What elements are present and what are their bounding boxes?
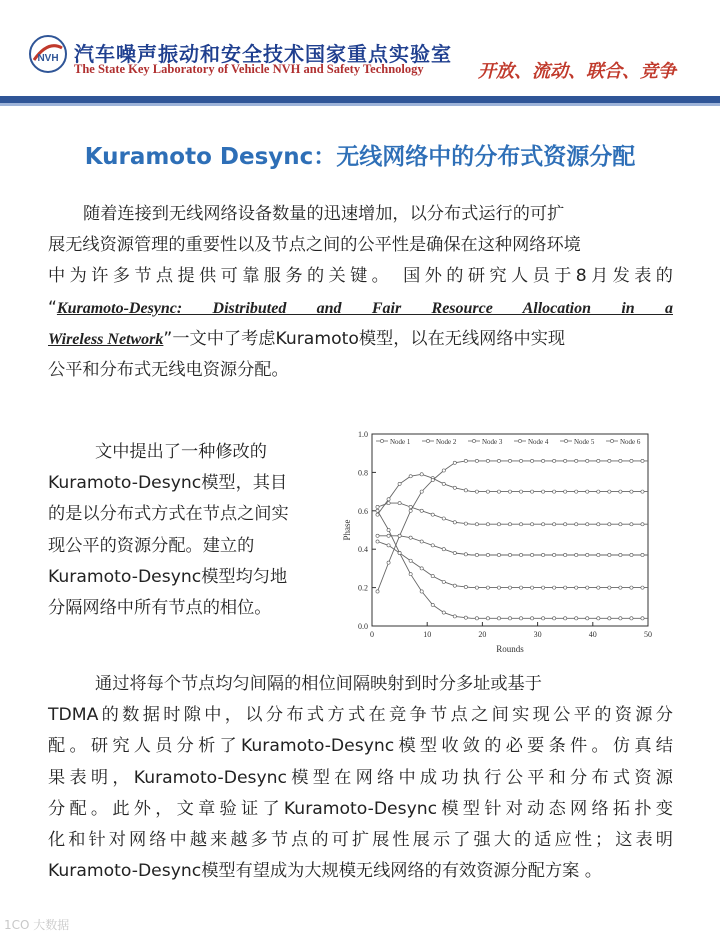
data-point xyxy=(420,473,423,476)
data-point xyxy=(575,553,578,556)
data-point xyxy=(575,459,578,462)
x-tick-label: 40 xyxy=(588,630,597,639)
y-tick-label: 1.0 xyxy=(358,430,368,439)
data-point xyxy=(519,459,522,462)
data-point xyxy=(586,490,589,493)
data-point xyxy=(420,540,423,543)
data-point xyxy=(630,586,633,589)
data-point xyxy=(475,523,478,526)
org-name-english: The State Key Laboratory of Vehicle NVH and Safety Technology xyxy=(74,62,424,76)
paper-title-reference[interactable]: Kuramoto-Desync: Distributed and Fair Resource Allocation in a xyxy=(56,299,673,317)
data-point xyxy=(376,590,379,593)
text-fragment: 一文中了考虑Kuramoto模型，以在无线网络中实现 xyxy=(172,328,566,349)
legend-label: Node 6 xyxy=(620,438,641,446)
data-point xyxy=(508,459,511,462)
data-point xyxy=(508,523,511,526)
data-point xyxy=(442,548,445,551)
data-point xyxy=(453,584,456,587)
x-tick-label: 10 xyxy=(423,630,432,639)
data-point xyxy=(376,509,379,512)
text-line: 配。研究人员分析了Kuramoto-Desync模型收敛的必要条件。仿真结 xyxy=(48,736,673,757)
data-point xyxy=(530,490,533,493)
paragraph-3 xyxy=(48,669,673,887)
data-point xyxy=(597,586,600,589)
data-point xyxy=(409,475,412,478)
data-point xyxy=(486,617,489,620)
data-point xyxy=(453,521,456,524)
legend-marker xyxy=(518,439,521,442)
data-point xyxy=(630,523,633,526)
text-line: Kuramoto-Desync模型，其目 xyxy=(48,473,288,494)
data-point xyxy=(553,586,556,589)
data-point xyxy=(431,478,434,481)
watermark: 1CO 大数据 xyxy=(4,918,70,932)
data-point xyxy=(464,489,467,492)
data-point xyxy=(608,523,611,526)
data-point xyxy=(542,586,545,589)
data-point xyxy=(398,482,401,485)
y-tick-label: 0.6 xyxy=(358,506,368,516)
svg-text:NVH: NVH xyxy=(37,53,59,64)
data-point xyxy=(553,553,556,556)
data-point xyxy=(497,490,500,493)
data-point xyxy=(619,490,622,493)
data-point xyxy=(398,551,401,554)
data-point xyxy=(486,490,489,493)
data-point xyxy=(586,553,589,556)
text-line: 中为许多节点提供可靠服务的关键。 国外的研究人员于8月发表的 xyxy=(48,266,673,287)
data-point xyxy=(597,490,600,493)
data-point xyxy=(420,590,423,593)
x-axis-label: Rounds xyxy=(496,644,524,654)
series-line-6 xyxy=(378,511,649,619)
data-point xyxy=(519,523,522,526)
text-line: 果表明，Kuramoto-Desync模型在网络中成功执行公平和分布式资源 xyxy=(48,767,673,788)
y-tick-label: 0.0 xyxy=(358,622,368,631)
text-line: 化和针对网络中越来越多节点的可扩展性展示了强大的适应性；这表明 xyxy=(48,830,673,851)
data-point xyxy=(575,586,578,589)
legend-label: Node 3 xyxy=(482,438,503,446)
data-point xyxy=(387,528,390,531)
data-point xyxy=(630,617,633,620)
data-point xyxy=(530,523,533,526)
data-point xyxy=(486,523,489,526)
data-point xyxy=(420,567,423,570)
data-point xyxy=(453,486,456,489)
data-point xyxy=(542,553,545,556)
data-point xyxy=(464,585,467,588)
data-point xyxy=(464,522,467,525)
data-point xyxy=(409,573,412,576)
data-point xyxy=(641,490,644,493)
data-point xyxy=(542,523,545,526)
data-point xyxy=(608,459,611,462)
data-point xyxy=(387,498,390,501)
text-line: 分隔网络中所有节点的相位。 xyxy=(48,598,272,619)
data-point xyxy=(564,586,567,589)
header xyxy=(0,0,720,96)
data-point xyxy=(553,490,556,493)
data-point xyxy=(608,490,611,493)
data-point xyxy=(586,459,589,462)
text-line: 公平和分布式无线电资源分配。 xyxy=(48,360,289,381)
data-point xyxy=(641,523,644,526)
x-tick-label: 50 xyxy=(644,630,652,639)
legend-marker xyxy=(380,439,383,442)
data-point xyxy=(519,490,522,493)
data-point xyxy=(497,459,500,462)
page-title: Kuramoto Desync：无线网络中的分布式资源分配 xyxy=(84,144,636,170)
data-point xyxy=(387,561,390,564)
data-point xyxy=(575,523,578,526)
data-point xyxy=(453,615,456,618)
data-point xyxy=(508,490,511,493)
data-point xyxy=(608,617,611,620)
data-point xyxy=(475,617,478,620)
legend-label: Node 2 xyxy=(436,438,457,446)
data-point xyxy=(442,482,445,485)
data-point xyxy=(431,544,434,547)
data-point xyxy=(564,459,567,462)
data-point xyxy=(608,553,611,556)
data-point xyxy=(619,617,622,620)
data-point xyxy=(630,490,633,493)
quote-close: ” xyxy=(163,328,173,349)
paragraph-1 xyxy=(48,199,673,386)
data-point xyxy=(619,553,622,556)
data-point xyxy=(376,534,379,537)
data-point xyxy=(409,505,412,508)
text-line: 的是以分布式方式在节点之间实 xyxy=(48,504,289,525)
data-point xyxy=(575,490,578,493)
series-line-1 xyxy=(378,474,649,514)
legend-label: Node 5 xyxy=(574,438,595,446)
data-point xyxy=(553,617,556,620)
data-point xyxy=(630,459,633,462)
lab-logo-icon xyxy=(28,34,68,74)
text-line: Kuramoto-Desync模型均匀地 xyxy=(48,566,288,587)
data-point xyxy=(597,617,600,620)
data-point xyxy=(586,617,589,620)
data-point xyxy=(619,459,622,462)
data-point xyxy=(431,574,434,577)
data-point xyxy=(475,490,478,493)
data-point xyxy=(508,586,511,589)
y-tick-label: 0.4 xyxy=(358,545,368,555)
phase-chart xyxy=(336,422,666,662)
data-point xyxy=(519,617,522,620)
data-point xyxy=(641,586,644,589)
header-divider xyxy=(0,96,720,103)
data-point xyxy=(475,553,478,556)
data-point xyxy=(442,469,445,472)
data-point xyxy=(641,553,644,556)
data-point xyxy=(530,586,533,589)
data-point xyxy=(409,509,412,512)
data-point xyxy=(586,586,589,589)
legend-marker xyxy=(610,439,613,442)
header-divider-light xyxy=(0,103,720,106)
plot-frame xyxy=(372,434,648,626)
data-point xyxy=(597,459,600,462)
data-point xyxy=(475,459,478,462)
text-line xyxy=(48,324,673,355)
data-point xyxy=(387,544,390,547)
data-point xyxy=(497,586,500,589)
quote-open: “ xyxy=(48,297,57,318)
data-point xyxy=(442,517,445,520)
data-point xyxy=(530,459,533,462)
text-line: TDMA的数据时隙中，以分布式方式在竞争节点之间实现公平的资源分 xyxy=(48,705,673,726)
data-point xyxy=(464,553,467,556)
x-tick-label: 20 xyxy=(478,630,487,639)
text-line: 文中提出了一种修改的 xyxy=(95,442,267,462)
data-point xyxy=(431,603,434,606)
data-point xyxy=(409,559,412,562)
data-point xyxy=(641,459,644,462)
y-tick-label: 0.8 xyxy=(358,468,368,478)
data-point xyxy=(597,553,600,556)
data-point xyxy=(486,586,489,589)
data-point xyxy=(508,617,511,620)
data-point xyxy=(619,523,622,526)
legend-marker xyxy=(564,439,567,442)
data-point xyxy=(431,513,434,516)
data-point xyxy=(398,534,401,537)
data-point xyxy=(442,611,445,614)
data-point xyxy=(542,490,545,493)
data-point xyxy=(453,551,456,554)
data-point xyxy=(542,459,545,462)
x-tick-label: 30 xyxy=(533,630,542,639)
data-point xyxy=(442,580,445,583)
data-point xyxy=(387,502,390,505)
data-point xyxy=(553,523,556,526)
data-point xyxy=(586,523,589,526)
x-tick-label: 0 xyxy=(370,630,374,639)
data-point xyxy=(464,459,467,462)
data-point xyxy=(497,523,500,526)
text-line: 分配。此外，文章验证了Kuramoto-Desync模型针对动态网络拓扑变 xyxy=(48,798,673,819)
text-line: 随着连接到无线网络设备数量的迅速增加，以分布式运行的可扩 xyxy=(83,204,565,224)
text-line: Kuramoto-Desync模型有望成为大规模无线网络的有效资源分配方案 。 xyxy=(48,861,602,882)
data-point xyxy=(553,459,556,462)
data-point xyxy=(464,616,467,619)
data-point xyxy=(420,509,423,512)
paper-title-reference-cont[interactable]: Wireless Network xyxy=(48,330,164,348)
org-name-chinese: 汽车噪声振动和安全技术国家重点实验室 xyxy=(74,42,452,66)
data-point xyxy=(564,617,567,620)
data-point xyxy=(497,617,500,620)
data-point xyxy=(619,586,622,589)
data-point xyxy=(453,461,456,464)
data-point xyxy=(376,540,379,543)
data-point xyxy=(387,534,390,537)
data-point xyxy=(530,617,533,620)
motto: 开放、流动、联合、竞争 xyxy=(478,61,676,82)
legend-label: Node 4 xyxy=(528,438,549,446)
legend-marker xyxy=(472,439,475,442)
y-tick-label: 0.2 xyxy=(358,583,368,593)
data-point xyxy=(564,523,567,526)
data-point xyxy=(575,617,578,620)
data-point xyxy=(564,490,567,493)
data-point xyxy=(475,586,478,589)
data-point xyxy=(376,505,379,508)
data-point xyxy=(542,617,545,620)
series-line-3 xyxy=(378,503,649,524)
series-line-5 xyxy=(378,542,649,588)
text-line: 现公平的资源分配。建立的 xyxy=(48,535,255,556)
paragraph-2 xyxy=(48,437,338,624)
data-point xyxy=(597,523,600,526)
text-line: 通过将每个节点均匀间隔的相位间隔映射到时分多址或基于 xyxy=(95,674,542,694)
data-point xyxy=(497,553,500,556)
data-point xyxy=(508,553,511,556)
y-axis-label: Phase xyxy=(342,519,352,541)
text-line: 展无线资源管理的重要性以及节点之间的公平性是确保在这种网络环境 xyxy=(48,235,581,256)
data-point xyxy=(519,586,522,589)
data-point xyxy=(398,502,401,505)
data-point xyxy=(608,586,611,589)
data-point xyxy=(420,490,423,493)
legend-marker xyxy=(426,439,429,442)
data-point xyxy=(641,617,644,620)
data-point xyxy=(486,553,489,556)
reference-line xyxy=(48,293,673,324)
series-line-4 xyxy=(378,536,649,555)
data-point xyxy=(530,553,533,556)
series-line-2 xyxy=(378,461,649,592)
data-point xyxy=(409,536,412,539)
data-point xyxy=(519,553,522,556)
data-point xyxy=(564,553,567,556)
data-point xyxy=(486,459,489,462)
legend-label: Node 1 xyxy=(390,438,411,446)
data-point xyxy=(630,553,633,556)
